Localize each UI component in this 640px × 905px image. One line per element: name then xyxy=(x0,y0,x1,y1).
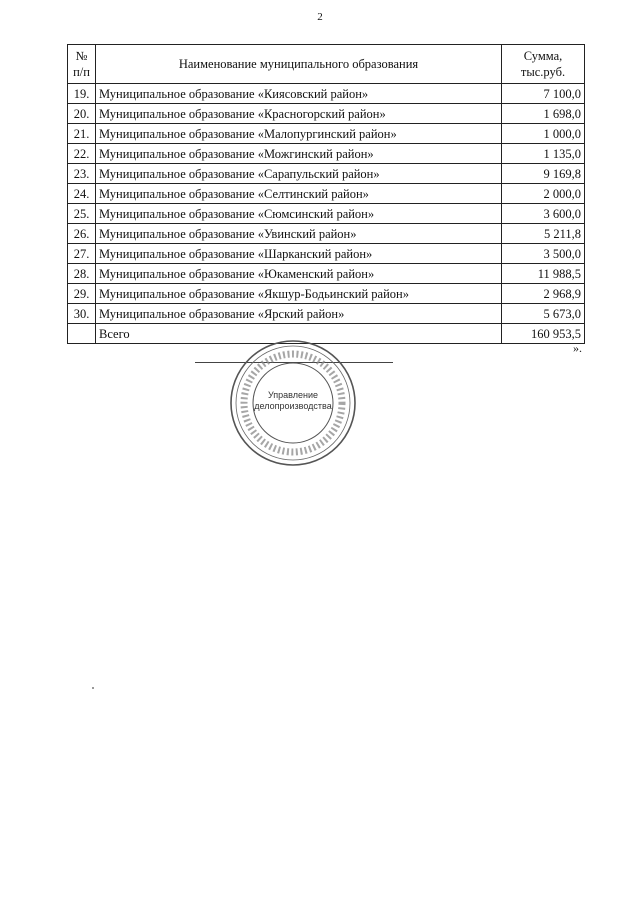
row-num: 25. xyxy=(68,204,96,224)
row-num: 21. xyxy=(68,124,96,144)
table-row xyxy=(68,164,585,184)
closing-quote: ». xyxy=(573,341,582,355)
row-name: Муниципальное образование «Красногорский район» xyxy=(96,104,502,124)
header-sum: Сумма, тыс.руб. xyxy=(502,45,585,84)
page-number: 2 xyxy=(317,11,323,23)
row-name: Муниципальное образование «Селтинский район» xyxy=(96,184,502,204)
row-name: Муниципальное образование «Шарканский район» xyxy=(96,244,502,264)
row-num: 22. xyxy=(68,144,96,164)
table-row xyxy=(68,84,585,104)
row-sum: 3 500,0 xyxy=(502,244,585,264)
table-row xyxy=(68,184,585,204)
official-stamp xyxy=(228,338,358,468)
header-num: № п/п xyxy=(68,45,96,84)
table-header-row xyxy=(68,45,585,84)
stamp-line-1: Управление xyxy=(267,390,319,400)
table-row xyxy=(68,304,585,324)
row-sum: 1 135,0 xyxy=(502,144,585,164)
header-name: Наименование муниципального образования xyxy=(96,45,502,84)
row-sum: 5 673,0 xyxy=(502,304,585,324)
table-row xyxy=(68,144,585,164)
row-name: Муниципальное образование «Сарапульский район» xyxy=(96,164,502,184)
row-sum: 3 600,0 xyxy=(502,204,585,224)
table-row xyxy=(68,244,585,264)
scan-speck xyxy=(92,687,94,689)
row-sum: 9 169,8 xyxy=(502,164,585,184)
row-name: Муниципальное образование «Ярский район» xyxy=(96,304,502,324)
row-sum: 1 000,0 xyxy=(502,124,585,144)
row-name: Муниципальное образование «Можгинский район» xyxy=(96,144,502,164)
municipal-funding-table xyxy=(67,44,585,344)
row-sum: 1 698,0 xyxy=(502,104,585,124)
row-num: 20. xyxy=(68,104,96,124)
row-num: 29. xyxy=(68,284,96,304)
table-row xyxy=(68,264,585,284)
row-sum: 11 988,5 xyxy=(502,264,585,284)
row-name: Муниципальное образование «Якшур-Бодьинский район» xyxy=(96,284,502,304)
table-row xyxy=(68,124,585,144)
table-row xyxy=(68,284,585,304)
row-name: Муниципальное образование «Юкаменский район» xyxy=(96,264,502,284)
row-num: 26. xyxy=(68,224,96,244)
row-name: Муниципальное образование «Малопургинский район» xyxy=(96,124,502,144)
row-name: Муниципальное образование «Увинский район» xyxy=(96,224,502,244)
table-row xyxy=(68,104,585,124)
row-num: 28. xyxy=(68,264,96,284)
row-name: Муниципальное образование «Сюмсинский район» xyxy=(96,204,502,224)
row-num: 27. xyxy=(68,244,96,264)
row-name: Муниципальное образование «Киясовский район» xyxy=(96,84,502,104)
row-sum: 2 000,0 xyxy=(502,184,585,204)
stamp-line-2: делопроизводства xyxy=(254,401,332,411)
total-num xyxy=(68,324,96,344)
row-num: 19. xyxy=(68,84,96,104)
table-row xyxy=(68,224,585,244)
row-sum: 7 100,0 xyxy=(502,84,585,104)
row-num: 24. xyxy=(68,184,96,204)
total-sum: 160 953,5 xyxy=(502,324,585,344)
total-label: Всего xyxy=(96,324,502,344)
row-sum: 5 211,8 xyxy=(502,224,585,244)
row-num: 23. xyxy=(68,164,96,184)
row-sum: 2 968,9 xyxy=(502,284,585,304)
table-row xyxy=(68,204,585,224)
row-num: 30. xyxy=(68,304,96,324)
